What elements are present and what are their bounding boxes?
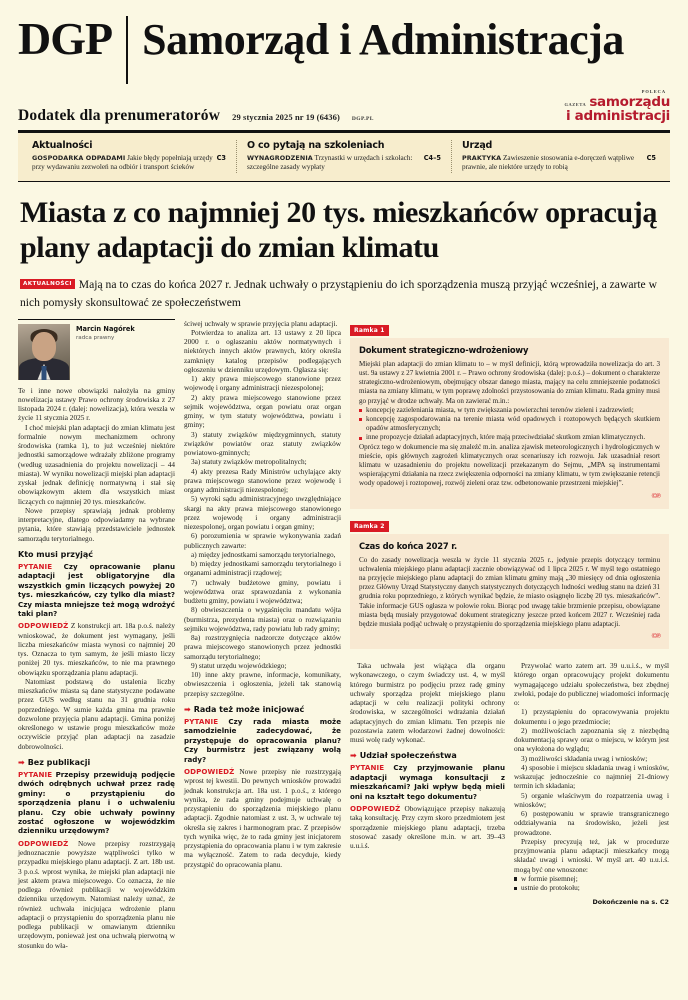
list-item: koncepcję zazieleniania miasta, w tym zwiększania powierzchni terenów zieleni i zadrzewień; <box>359 406 660 415</box>
answer-label: ODPOWIEDŹ <box>184 767 235 776</box>
paragraph: Nowe przepisy sprawiają jednak problemy interpretacyjne, dlatego odpowiadamy na wybrane pytania, które stawiają przedstawiciele jednostek samorządu terytorialnego. <box>18 505 175 543</box>
paragraph: I choć miejski plan adaptacji do zmian klimatu jest formalnie nowym mechanizmem ochrony środowiska (ramka 1), to już wcześniej niektóre jednostki samorządowe wdrażały zbliżone programy (według uzasadnienia do projektu nowelizacji – 44 miasta). W wyniku nowelizacji miejski plan adaptacji zyskał jednak definicję normatywną i stał się obowiązkowym aktem dla wszystkich miast liczących co najmniej 20 tys. mieszkańców. <box>18 422 175 506</box>
section-heading-label: Bez publikacji <box>27 757 91 767</box>
list-item: 5) wyroki sądu administracyjnego uwzględniające skargi na akty prawa miejscowego stanowionego przez wojewodę i organy administracji niezespolonej, organ powiatu i organ gminy; <box>184 494 341 532</box>
ramka-tag: Ramka 2 <box>350 521 389 532</box>
answer-label: ODPOWIEDŹ <box>18 838 69 848</box>
list-item: 9) statut urzędu wojewódzkiego; <box>191 660 287 670</box>
supplement-label: Dodatek dla prenumeratorów <box>18 107 221 125</box>
paragraph: Przepisy precyzują też, jak w procedurze przyjmowania planu adaptacji mieszkańcy mogą składać uwagi i wnioski. W myśl art. 40 u.u.i.ś. mogą być one wnoszone: <box>514 836 669 874</box>
ramka-tag: Ramka 1 <box>350 325 389 336</box>
list-item: 1) przystąpieniu do opracowywania projektu dokumentu i o jego przedmiocie; <box>514 707 669 726</box>
list-item: 4) akty prezesa Rady Ministrów uchylające akty prawa miejscowego stanowione przez wojewodę i organy administracji niezespolonej; <box>184 466 341 495</box>
teaser-item[interactable] <box>451 140 666 173</box>
author-role: radca prawny <box>76 334 115 341</box>
section-heading: Kto musi przyjąć <box>18 549 94 559</box>
teaser-text <box>32 154 226 173</box>
answer-block <box>18 621 175 677</box>
ramka-1 <box>350 319 669 509</box>
teaser-kicker: WYNAGRODZENIA <box>247 153 313 162</box>
list-item: 1) akty prawa miejscowego stanowione przez wojewodę i organy administracji niezespolonej; <box>184 374 341 393</box>
column-3 <box>350 661 505 906</box>
answer-block <box>18 839 175 950</box>
teaser-rule <box>18 181 670 182</box>
question-label: PYTANIE <box>18 769 53 779</box>
answer-block <box>350 804 505 850</box>
question-label: PYTANIE <box>18 561 53 571</box>
lead-paragraph <box>20 275 668 311</box>
procedure-list <box>514 707 669 837</box>
list-item: 2) możliwościach zapoznania się z niezbędną dokumentacją sprawy oraz o miejscu, w którym jest ona wyłożona do wglądu; <box>514 725 669 754</box>
answer-text: Obowiązujące przepisy nakazują taką konsultację. Przy czym skoro przedmiotem jest sporządzenie miejskiego planu adaptacji, trzeba stosować zasady określone m.in. w art. 39–43 u.u.i.ś. <box>350 804 505 851</box>
teaser-strip <box>18 133 670 181</box>
author-byline <box>18 319 175 380</box>
teaser-item[interactable] <box>236 140 451 173</box>
teaser-page-ref: C4–5 <box>423 153 441 162</box>
teaser-item[interactable] <box>22 140 236 173</box>
teaser-page-ref: C3 <box>216 153 226 162</box>
column-4 <box>514 661 669 906</box>
paragraph: Taka uchwała jest wiążąca dla organu wykonawczego, o czym świadczy ust. 4, w myśl którego burmistrz po podjęciu przez radę gminy uchwały sporządza projekt miejskiego planu adaptacji w celu realizacji polityki ochrony środowiska, w szczególności wdrażania działań adaptacyjnych do zmian klimatu. Ten przepis nie pozostawia zatem włodarzowi żadnej dowolności: musi wolę rady wykonać. <box>350 661 505 745</box>
teaser-body: Zawieszenie stosowania e-doręczeń wątpliwe prawnie, ale niektóre urzędy to robią <box>462 153 635 172</box>
question-label: PYTANIE <box>184 716 219 726</box>
question-block <box>18 562 175 618</box>
teaser-kicker: GOSPODARKA ODPADAMI <box>32 153 126 162</box>
answer-block <box>184 767 341 869</box>
list-item: 8a) rozstrzygnięcia nadzorcze dotyczące aktów prawa miejscowego stanowionych przez jednostki samorządu terytorialnego; <box>184 633 341 661</box>
teaser-kicker: PRAKTYKA <box>462 153 502 162</box>
paragraph: ściwej uchwały w sprawie przyjęcia planu adaptacji. <box>184 318 338 328</box>
promo-title-line1: samorządu <box>589 94 670 111</box>
promo-gazeta-label: GAZETA <box>564 102 587 108</box>
question-text: Przepisy przewidują podjęcie dwóch odrębnych uchwał przez radę gminy: o przystąpieniu do sporządzenia planu i o uchwaleniu planu. Czy obie uchwały powinny zostać ogłoszone w wojewódzkim dzienniku urzędowym? <box>18 769 176 836</box>
copyright-mark: ©℗ <box>651 632 660 641</box>
avatar <box>18 324 70 380</box>
column-2 <box>184 319 341 950</box>
paragraph: Przywołać warto zatem art. 39 u.u.i.ś., w myśl którego organ opracowujący projekt dokumentu wymagającego udziału społeczeństwa, bez zbędnej zwłoki, podaje do publicznej wiadomości informację o: <box>514 661 669 708</box>
paragraph: Potwierdza to analiza art. 13 ustawy z 20 lipca 2000 r. o ogłaszaniu aktów normatywnych i niektórych innych aktów prawnych, który określa zamknięty katalog przepisów podlegających ogłoszeniu w dzienniku urzędowym. Ogłasza się: <box>184 327 341 374</box>
arrow-icon: ➡ <box>184 704 191 714</box>
list-item: 3) statuty związków międzygminnych, statuty związków powiatów oraz statuty związków powiatowo-gminnych; <box>184 429 341 458</box>
promo-badge <box>564 90 670 125</box>
section-heading-label: Rada też może inicjować <box>193 704 305 714</box>
brand-logo: DGP <box>18 13 113 64</box>
list-item: 2) akty prawa miejscowego stanowione przez sejmik województwa, organ powiatu oraz organ gminy, w tym statuty województwa, powiatu i gminy; <box>184 392 341 430</box>
promo-title-line2: i administracji <box>565 108 670 125</box>
question-text: Czy rada miasta może samodzielnie zadecydować, że przystępuje do opracowania planu? Czy burmistrz jest związany wolą rady? <box>184 716 341 764</box>
question-block <box>184 717 341 764</box>
question-text: Czy opracowanie planu adaptacji jest obligatoryjne dla wszystkich gmin liczących powyżej 20 tys. mieszkańców, czy tylko dla miast? Czy miasta mniejsze też mogą wdrożyć taki plan? <box>18 561 175 618</box>
teaser-heading: Aktualności <box>32 139 93 151</box>
answer-text: Nowe przepisy nie rozstrzygają wprost tej kwestii. Do pewnych wniosków prowadzi jednak konstrukcja art. 18a ust. 1 p.o.ś., z którego wynika, że rada gminy podejmuje uchwałę o przystąpieniu do sporządzenia miejskiego planu adaptacji. Zgodnie natomiast z ust. 3, w uchwale tej określa się zakres i harmonogram prac. Z przepisów tych wynika więc, że to rada gminy jest inicjatorem przystąpienia do opracowania planu i w tym zakresie ma wyłączność. Zatem to rada decyduje, kiedy przystąpić do opracowania planu. <box>184 767 342 869</box>
list-item: 3) możliwości składania uwag i wniosków; <box>521 753 648 763</box>
ramka-paragraph: Oprócz tego w dokumencie ma się znaleźć m.in. analiza zjawisk meteorologicznych i hydrologicznych w mieście, opis głównych zagrożeń klimatycznych oraz scenariuszy ich rozwoju. Jak uzasadniał resort klimatu w uzasadnieniu do projektu nowelizacji przekazanym do Sejmu, „MPA są instrumentami wspierającymi działania na rzecz zwiększenia odporności na zmiany klimatu, w tym zwiększanie retencji wody opadowej i roztopowej, rozwój zieleni oraz tzw. odbetonowanie przestrzeni miejskiej”. <box>359 442 660 488</box>
submission-list <box>514 874 669 893</box>
article-columns <box>18 319 670 950</box>
teaser-text <box>462 154 656 173</box>
page-title: Miasta z co najmniej 20 tys. mieszkańców opracują plany adaptacji do zmian klimatu <box>20 195 657 264</box>
teaser-page-ref: C5 <box>646 153 656 162</box>
arrow-icon: ➡ <box>350 751 357 761</box>
question-block <box>18 770 175 836</box>
ramka-title: Dokument strategiczno-wdrożeniowy <box>359 344 529 355</box>
masthead-divider <box>126 16 128 84</box>
list-item: 7) uchwały budżetowe gminy, powiatu i województwa oraz sprawozdania z wykonania budżetu gminy, powiatu i województwa; <box>184 577 341 606</box>
list-item: koncepcję zagospodarowania na terenie miasta wód opadowych i roztopowych będących skutkiem opadów atmosferycznych; <box>359 415 660 433</box>
list-item: 8) obwieszczenia o wygaśnięciu mandatu wójta (burmistrza, prezydenta miasta) oraz o rozwiązaniu sejmiku województwa, rady powiatu lub rady gminy; <box>184 605 341 633</box>
teaser-body: Trzynastki w urzędach i szkołach: szczególne zasady wypłaty <box>247 153 413 172</box>
masthead <box>18 13 670 84</box>
author-name: Marcin Nagórek <box>76 324 135 333</box>
question-label: PYTANIE <box>350 763 385 773</box>
paragraph: Te i inne nowe obowiązki nałożyła na gminy nowelizacja ustawy Prawo ochrony środowiska z 27 listopada 2024 r. (dalej: nowelizacja), która weszła w życie 11 stycznia 2025 r. <box>18 385 175 423</box>
list-item: inne propozycje działań adaptacyjnych, które mają przeciwdziałać skutkom zmian klimatycznych. <box>359 433 660 442</box>
list-item: 6) porozumienia w sprawie wykonywania zadań publicznych zawarte: <box>184 531 341 550</box>
issue-info: 29 stycznia 2025 nr 19 (6436) <box>232 112 340 123</box>
column-right-area <box>350 319 669 950</box>
lead-text: Mają na to czas do końca 2027 r. Jednak uchwały o przystąpieniu do ich sporządzenia muszą przyjąć wcześniej, a zawarte w nich pomysły skonsultować ze społeczeństwem <box>20 277 657 309</box>
list-item: ustnie do protokołu; <box>514 883 669 892</box>
teaser-heading: O co pytają na szkoleniach <box>247 139 385 151</box>
ramka-title: Czas do końca 2027 r. <box>359 540 457 551</box>
list-item: 5) organie właściwym do rozpatrzenia uwag i wniosków; <box>514 790 669 809</box>
ramka-body <box>350 534 669 650</box>
list-item: b) między jednostkami samorządu terytorialnego i organami administracji rządowej; <box>184 559 341 578</box>
masthead-subtitle-group <box>18 107 374 125</box>
answer-label: ODPOWIEDŹ <box>18 621 69 631</box>
ramka-list <box>359 406 660 443</box>
ramka-paragraph: Co do zasady nowelizacja weszła w życie 11 stycznia 2025 r., jedynie przepis dotyczący terminu uchwalenia miejskiego planu adaptacji zacznie obowiązywać od 1 lipca 2025 r. W myśl tego ostatniego na przyjęcie miejskiego planu adaptacji do zmian klimatu gminy mają „30 miesięcy od dnia ogłoszenia przez Główny Urząd Statystyczny danych statystycznych dotyczących ludności według stanu na dzień 31 grudnia roku poprzedniego, z których wynikać będzie, że miasto osiągnęło liczbę 20 tys. mieszkańców”. Takie informacje GUS ogłasza w połowie roku. Biorąc pod uwagę takie brzmienie przepisu, obowiązane miasta będą musiały przygotować dokument strategiczny jeszcze przed końcem 2027 r. Wcześniej rada będzie musiała podjąć uchwałę o przystąpieniu do sporządzenia miejskiego planu adaptacji. <box>359 555 660 628</box>
list-item: 6) postępowaniu w sprawie transgranicznego oddziaływania na środowisko, jeżeli jest prowadzone. <box>514 809 669 837</box>
arrow-icon: ➡ <box>18 757 25 767</box>
answer-label: ODPOWIEDŹ <box>350 804 401 814</box>
paragraph: Natomiast podstawą do ustalenia liczby mieszkańców miasta są dane statystyczne podawane przez GUS według stanu na 31 grudnia roku poprzedniego. W sumie każda gmina ma prawnie dozwolone przyjęcia planu adaptacji. Gmina poniżej określonego w ustawie progu mieszkańców może oczywiście przyjąć plan adaptacji na zasadzie dobrowolności. <box>18 676 175 751</box>
copyright-mark: ©℗ <box>651 491 660 500</box>
list-item: w formie pisemnej; <box>514 874 669 883</box>
site-url: DGP.PL <box>351 116 374 123</box>
masthead-subrow <box>18 90 670 125</box>
continuation-note: Dokończenie na s. C2 <box>592 898 669 907</box>
section-heading <box>18 758 175 767</box>
legal-list <box>184 374 341 698</box>
list-item: 10) inne akty prawne, informacje, komunikaty, obwieszczenia i ogłoszenia, jeżeli tak stanowią przepisy szczególne. <box>184 670 341 698</box>
section-heading <box>350 751 505 760</box>
question-block <box>350 763 505 801</box>
list-item: a) między jednostkami samorządu terytorialnego, <box>191 549 336 559</box>
status-badge: AKTUALNOŚCI <box>20 279 75 289</box>
section-heading <box>184 705 341 714</box>
answer-text: Nowe przepisy rozstrzygają jednoznacznie powyższe wątpliwości tylko w przypadku miejskiego planu adaptacji. Z art. 18b ust. 3 p.o.ś. wprost wynika, że miejski plan adaptacji nie jest aktem prawa miejscowego. Co oznacza, że nie podlega również publikacji w wojewódzkim dzienniku urzędowym. Natomiast należy uznać, że również uchwała inicjująca wdrożenie planu adaptacji o przystąpieniu do sporządzenia planu nie podlega publikacji w omawianym dzienniku urzędowym, ponieważ jest ona uchwałą pierwotną w stosunku do wła- <box>18 838 176 950</box>
teaser-text <box>247 154 441 173</box>
section-heading-label: Udział społeczeństwa <box>359 751 457 761</box>
promo-poleca-label: POLECA <box>641 89 666 94</box>
list-item: 4) sposobie i miejscu składania uwag i wniosków, wskazując jednocześnie co najmniej 21-dniowy termin ich składania; <box>514 762 669 791</box>
teaser-body: Jakie błędy popełniają urzędy przy wydawaniu zezwoleń na odbiór i transport ścieków <box>32 153 213 172</box>
lower-columns <box>350 661 669 906</box>
ramka-2 <box>350 515 669 650</box>
ramka-body <box>350 338 669 509</box>
list-item: 3a) statuty związków metropolitalnych; <box>191 457 307 467</box>
question-text: Czy przyjmowanie planu adaptacji wymaga konsultacji z mieszkańcami? Jaki wpływ będą mieli oni na kształt tego dokumentu? <box>350 763 505 801</box>
answer-text: Z konstrukcji art. 18a p.o.ś. należy wnioskować, że dokument jest wymagany, jeśli liczba mieszkańców miasta wynosi co najmniej 20 tys. Oznacza to tym samym, że jeśli miasto liczy poniżej 20 tys. mieszkańców, to nie ma prawnego obowiązku sporządzania planu adaptacji. <box>18 621 175 677</box>
ramka-paragraph: Miejski plan adaptacji do zmian klimatu to – w myśl definicji, którą wprowadziła nowelizacja do art. 3 ust. 9a ustawy z 27 kwietnia 2001 r. – Prawo ochrony środowiska (dalej: p.o.ś.) – dokument o charakterze strategiczno-wdrożeniowym, obejmujący obszar danego miasta, mający na celu zmniejszenie podatności miasta na zmiany klimatu, w tym poprawę zdolności przystosowania do zmian klimatu. Rada gminy musi go przyjąć w drodze uchwały. Ma on zawierać m.in.: <box>359 359 660 405</box>
masthead-title: Samorząd i Administracja <box>142 15 624 64</box>
teaser-heading: Urząd <box>462 139 493 151</box>
column-1 <box>18 319 175 950</box>
